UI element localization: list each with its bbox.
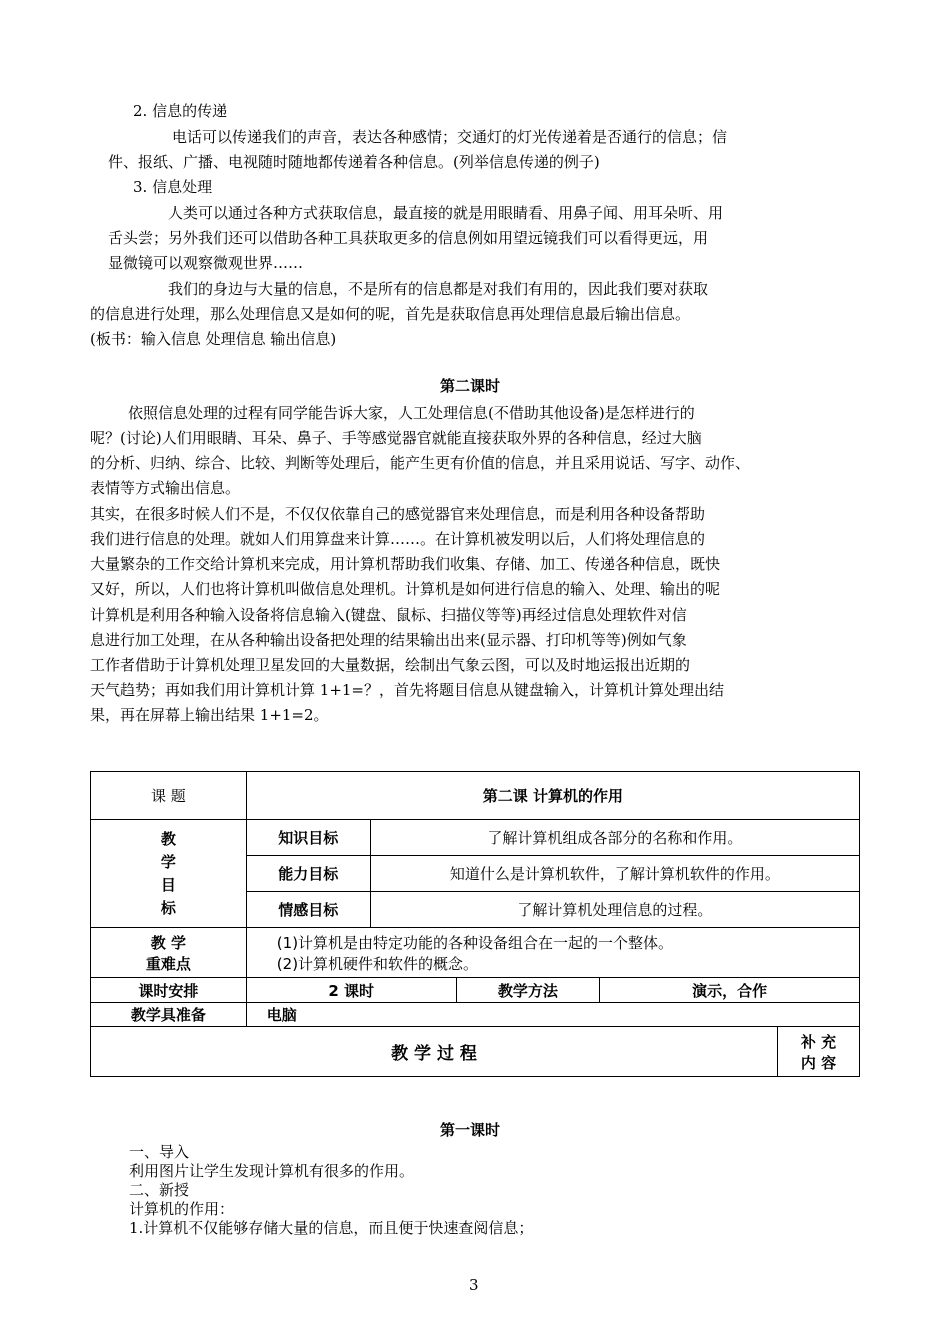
paragraph-line: 我们进行信息的处理。就如人们用算盘来计算……。在计算机被发明以后，人们将处理信息的 bbox=[90, 530, 706, 548]
paragraph-line: 果，再在屏幕上输出结果 1+1=2。 bbox=[90, 706, 329, 724]
section-title-first-lesson: 第一课时 bbox=[440, 1121, 501, 1139]
section-title-second-lesson: 第二课时 bbox=[440, 377, 501, 395]
method-label: 教学方法 bbox=[456, 978, 600, 1003]
emotion-goal-value: 了解计算机处理信息的过程。 bbox=[370, 892, 859, 928]
schedule-label: 课时安排 bbox=[91, 978, 247, 1003]
paragraph-line: 我们的身边与大量的信息，不是所有的信息都是对我们有用的，因此我们要对获取 bbox=[168, 280, 709, 298]
table-row bbox=[91, 1027, 860, 1077]
heading-info-transmission: 2. 信息的传递 bbox=[133, 102, 228, 120]
paragraph-line: 天气趋势；再如我们用计算机计算 1+1=？，首先将题目信息从键盘输入，计算机计算处理出结 bbox=[90, 681, 724, 699]
list-item: 二、新授 bbox=[129, 1181, 190, 1199]
supplement-label: 补 充 内 容 bbox=[778, 1027, 860, 1077]
method-value: 演示，合作 bbox=[600, 978, 860, 1003]
paragraph-line: 息进行加工处理，在从各种输出设备把处理的结果输出出来(显示器、打印机等等)例如气象 bbox=[90, 631, 687, 649]
key-points-value: (1)计算机是由特定功能的各种设备组合在一起的一个整体。 (2)计算机硬件和软件的概念。 bbox=[246, 928, 859, 978]
paragraph-line: 工作者借助于计算机处理卫星发回的大量数据，绘制出气象云图，可以及时地运报出近期的 bbox=[90, 656, 691, 674]
paragraph-line: 显微镜可以观察微观世界…… bbox=[108, 254, 304, 272]
ability-goal-label: 能力目标 bbox=[246, 856, 370, 892]
schedule-value: 2 课时 bbox=[246, 978, 456, 1003]
table-row bbox=[91, 1003, 860, 1027]
table-row bbox=[91, 820, 860, 856]
list-item: 1.计算机不仅能够存储大量的信息，而且便于快速查阅信息； bbox=[129, 1219, 534, 1237]
paragraph-line: 的分析、归纳、综合、比较、判断等处理后，能产生更有价值的信息，并且采用说话、写字、动作、 bbox=[90, 454, 751, 472]
knowledge-goal-label: 知识目标 bbox=[246, 820, 370, 856]
paragraph-line: 件、报纸、广播、电视随时随地都传递着各种信息。(列举信息传递的例子) bbox=[108, 153, 600, 171]
board-note: (板书：输入信息 处理信息 输出信息) bbox=[90, 330, 337, 348]
list-item: 一、导入 bbox=[129, 1143, 190, 1161]
paragraph-line: 依照信息处理的过程有同学能告诉大家，人工处理信息(不借助其他设备)是怎样进行的 bbox=[128, 404, 695, 422]
paragraph-line: 的信息进行处理，那么处理信息又是如何的呢，首先是获取信息再处理信息最后输出信息。 bbox=[90, 305, 691, 323]
table-row bbox=[91, 928, 860, 978]
knowledge-goal-value: 了解计算机组成各部分的名称和作用。 bbox=[370, 820, 859, 856]
tools-value: 电脑 bbox=[246, 1003, 859, 1027]
tools-label: 教学具准备 bbox=[91, 1003, 247, 1027]
paragraph-line: 其实，在很多时候人们不是，不仅仅依靠自己的感觉器官来处理信息，而是利用各种设备帮助 bbox=[90, 505, 706, 523]
list-item: 利用图片让学生发现计算机有很多的作用。 bbox=[129, 1162, 415, 1180]
ability-goal-value: 知道什么是计算机软件，了解计算机软件的作用。 bbox=[370, 856, 859, 892]
emotion-goal-label: 情感目标 bbox=[246, 892, 370, 928]
list-item: 计算机的作用： bbox=[129, 1200, 235, 1218]
teaching-goals-label: 教 学 目 标 bbox=[91, 820, 247, 928]
page-number: 3 bbox=[469, 1276, 479, 1294]
key-points-label: 教 学 重难点 bbox=[91, 928, 247, 978]
paragraph-line: 大量繁杂的工作交给计算机来完成，用计算机帮助我们收集、存储、加工、传递各种信息，既快 bbox=[90, 555, 721, 573]
paragraph-line: 计算机是利用各种输入设备将信息输入(键盘、鼠标、扫描仪等等)再经过信息处理软件对信 bbox=[90, 606, 687, 624]
paragraph-line: 人类可以通过各种方式获取信息，最直接的就是用眼睛看、用鼻子闻、用耳朵听、用 bbox=[168, 204, 724, 222]
heading-info-processing: 3. 信息处理 bbox=[133, 178, 213, 196]
topic-value: 第二课 计算机的作用 bbox=[246, 772, 859, 820]
paragraph-line: 电话可以传递我们的声音，表达各种感情；交通灯的灯光传递着是否通行的信息；信 bbox=[172, 128, 728, 146]
paragraph-line: 呢？(讨论)人们用眼睛、耳朵、鼻子、手等感觉器官就能直接获取外界的各种信息，经过大脑 bbox=[90, 429, 702, 447]
lesson-plan-table bbox=[90, 771, 860, 1077]
table-row bbox=[91, 978, 860, 1003]
paragraph-line: 舌头尝；另外我们还可以借助各种工具获取更多的信息例如用望远镜我们可以看得更远，用 bbox=[108, 229, 709, 247]
paragraph-line: 又好，所以，人们也将计算机叫做信息处理机。计算机是如何进行信息的输入、处理、输出的呢 bbox=[90, 580, 721, 598]
process-label: 教 学 过 程 bbox=[91, 1027, 778, 1077]
topic-label: 课 题 bbox=[91, 772, 247, 820]
paragraph-line: 表情等方式输出信息。 bbox=[90, 479, 241, 497]
table-row bbox=[91, 772, 860, 820]
